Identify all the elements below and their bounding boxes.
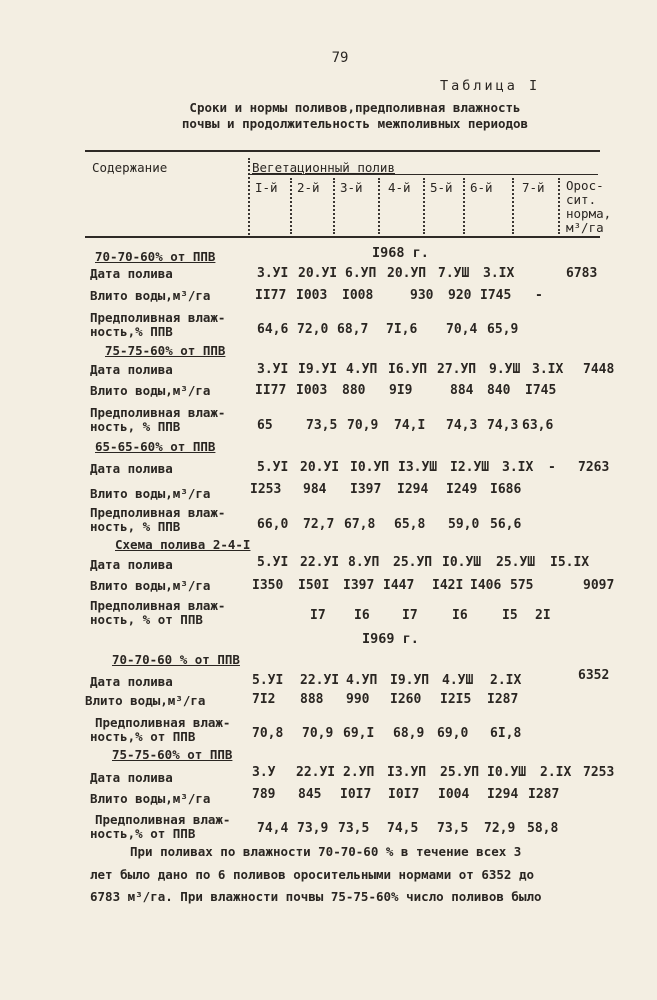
humidity-value: 58,8	[527, 821, 559, 836]
water-value: I50I	[298, 578, 330, 593]
row-label-humidity: ность, % от ППВ	[90, 612, 203, 627]
total-norm: 9097	[583, 578, 615, 593]
date-value: 22.УI	[300, 673, 340, 688]
date-value: 5.УI	[252, 673, 284, 688]
water-value: 884	[450, 383, 474, 398]
water-value: 840	[487, 383, 511, 398]
column-divider	[423, 178, 425, 234]
date-value: I0.УШ	[442, 555, 482, 570]
humidity-value: I6	[354, 608, 370, 623]
header-norm: сит.	[566, 192, 597, 207]
humidity-value: I5	[502, 608, 518, 623]
column-divider	[558, 178, 560, 234]
water-value: 990	[346, 692, 370, 707]
header-col: 2-й	[297, 180, 320, 195]
header-top-rule	[85, 150, 600, 152]
row-label-date: Дата полива	[90, 266, 173, 281]
header-col: 4-й	[388, 180, 411, 195]
header-col: 7-й	[522, 180, 545, 195]
date-value: 20.УI	[298, 266, 338, 281]
water-value: I008	[342, 288, 374, 303]
humidity-value: 74,5	[387, 821, 419, 836]
water-value: I003	[296, 383, 328, 398]
section-title: 70-70-60 % от ППВ	[112, 652, 240, 667]
date-value: 4.УП	[346, 362, 378, 377]
header-col: I-й	[255, 180, 278, 195]
row-label-date: Дата полива	[90, 557, 173, 572]
water-value: I397	[343, 578, 375, 593]
date-value: 7.УШ	[438, 266, 470, 281]
date-value: 3.УI	[257, 362, 289, 377]
column-divider	[290, 178, 292, 234]
date-value: 5.УI	[257, 460, 289, 475]
humidity-value: 72,7	[303, 517, 335, 532]
water-value: I287	[528, 787, 560, 802]
date-value: 3.У	[252, 765, 276, 780]
column-divider	[378, 178, 380, 234]
water-value: 9I9	[389, 383, 413, 398]
humidity-value: 64,6	[257, 322, 289, 337]
humidity-value: 65,9	[487, 322, 519, 337]
header-col: 6-й	[470, 180, 493, 195]
humidity-value: I6	[452, 608, 468, 623]
humidity-value: 6I,8	[490, 726, 522, 741]
date-value: 3.IX	[532, 362, 564, 377]
year-1969: I969 г.	[362, 631, 419, 647]
water-value: I004	[438, 787, 470, 802]
row-label-date: Дата полива	[90, 461, 173, 476]
header-norm: Орос-	[566, 178, 604, 193]
water-value: I003	[296, 288, 328, 303]
year-1968: I968 г.	[372, 245, 429, 261]
water-value: I0I7	[340, 787, 372, 802]
row-label-humidity: ность,% ППВ	[90, 324, 173, 339]
date-value: I6.УП	[388, 362, 428, 377]
column-divider	[512, 178, 514, 234]
column-divider	[333, 178, 335, 234]
row-label-date: Дата полива	[90, 770, 173, 785]
header-norm: норма,	[566, 206, 612, 221]
row-label-humidity: ность, % ППВ	[90, 519, 181, 534]
header-norm: м³/га	[566, 220, 604, 235]
paragraph-line: При поливах по влажности 70-70-60 % в течение всех 3	[130, 844, 522, 859]
paragraph-line: 6783 м³/га. При влажности почвы 75-75-60% число поливов было	[90, 889, 542, 904]
water-value: I745	[525, 383, 557, 398]
header-col: 5-й	[430, 180, 453, 195]
date-value: 2.УП	[343, 765, 375, 780]
water-value: I397	[350, 482, 382, 497]
water-value: I260	[390, 692, 422, 707]
water-value: 930	[410, 288, 434, 303]
date-value: I3.УП	[387, 765, 427, 780]
water-value: -	[535, 288, 543, 303]
date-value: I5.IX	[550, 555, 590, 570]
row-label-water: Влито воды,м³/га	[90, 486, 211, 501]
humidity-value: I7	[310, 608, 326, 623]
row-label-humidity: ность, % ППВ	[90, 419, 181, 434]
humidity-value: 2I	[535, 608, 551, 623]
row-label-water: Влито воды,м³/га	[90, 288, 211, 303]
humidity-value: I7	[402, 608, 418, 623]
water-value: II77	[255, 288, 287, 303]
total-norm: 7448	[583, 362, 615, 377]
header-col: 3-й	[340, 180, 363, 195]
water-value: 880	[342, 383, 366, 398]
date-value: I3.УШ	[398, 460, 438, 475]
column-divider	[248, 158, 250, 238]
water-value: I447	[383, 578, 415, 593]
humidity-value: 70,9	[347, 418, 379, 433]
humidity-value: 69,I	[343, 726, 375, 741]
humidity-value: 69,0	[437, 726, 469, 741]
paragraph-line: лет было дано по 6 поливов оросительными нормами от 6352 до	[90, 867, 535, 882]
humidity-value: 63,6	[522, 418, 554, 433]
date-value: 20.УП	[387, 266, 427, 281]
date-value: 8.УП	[348, 555, 380, 570]
row-label-water: Влито воды,м³/га	[85, 693, 206, 708]
date-value: 2.IX	[540, 765, 572, 780]
humidity-value: 59,0	[448, 517, 480, 532]
water-value: I686	[490, 482, 522, 497]
row-label-water: Влито воды,м³/га	[90, 383, 211, 398]
water-value: 920	[448, 288, 472, 303]
date-value: 25.УП	[393, 555, 433, 570]
date-value: 4.УП	[346, 673, 378, 688]
column-divider	[463, 178, 465, 234]
header-bottom-rule	[85, 236, 600, 238]
water-value: 7I2	[252, 692, 276, 707]
date-value: -	[548, 460, 556, 475]
table-title-line-1: Сроки и нормы поливов,предполивная влажность	[189, 100, 521, 115]
date-value: 20.УI	[300, 460, 340, 475]
water-value: I249	[446, 482, 478, 497]
humidity-value: 7I,6	[386, 322, 418, 337]
date-value: 25.УШ	[496, 555, 536, 570]
date-value: I9.УП	[390, 673, 430, 688]
humidity-value: 70,8	[252, 726, 284, 741]
date-value: 25.УП	[440, 765, 480, 780]
row-label-humidity: Предполивная влаж-	[90, 310, 226, 325]
row-label-humidity: Предполивная влаж-	[95, 812, 231, 827]
date-value: 27.УП	[437, 362, 477, 377]
header-group: Вегетационный полив	[252, 160, 395, 175]
humidity-value: 74,3	[487, 418, 519, 433]
date-value: 5.УI	[257, 555, 289, 570]
date-value: I0.УШ	[487, 765, 527, 780]
humidity-value: 72,9	[484, 821, 516, 836]
water-value: I745	[480, 288, 512, 303]
header-mid-rule	[248, 174, 598, 175]
date-value: 3.IX	[483, 266, 515, 281]
row-label-humidity: Предполивная влаж-	[90, 598, 226, 613]
section-title: 70-70-60% от ППВ	[95, 249, 216, 264]
water-value: 845	[298, 787, 322, 802]
humidity-value: 68,9	[393, 726, 425, 741]
section-title: 75-75-60% от ППВ	[112, 747, 233, 762]
water-value: I294	[397, 482, 429, 497]
row-label-humidity: Предполивная влаж-	[90, 505, 226, 520]
section-title: 75-75-60% от ППВ	[105, 343, 226, 358]
date-value: 22.УI	[300, 555, 340, 570]
humidity-value: 70,9	[302, 726, 334, 741]
water-value: I2I5	[440, 692, 472, 707]
water-value: 575	[510, 578, 534, 593]
humidity-value: 65,8	[394, 517, 426, 532]
row-label-humidity: ность,% от ППВ	[90, 729, 196, 744]
water-value: I350	[252, 578, 284, 593]
humidity-value: 73,5	[306, 418, 338, 433]
date-value: I2.УШ	[450, 460, 490, 475]
humidity-value: 74,I	[394, 418, 426, 433]
table-title-line-2: почвы и продолжительность межполивных периодов	[181, 116, 529, 131]
row-label-date: Дата полива	[90, 674, 173, 689]
water-value: 984	[303, 482, 327, 497]
water-value: I287	[487, 692, 519, 707]
date-value: 2.IX	[490, 673, 522, 688]
section-title: 65-65-60% от ППВ	[95, 439, 216, 454]
water-value: I294	[487, 787, 519, 802]
humidity-value: 67,8	[344, 517, 376, 532]
date-value: I9.УI	[298, 362, 338, 377]
date-value: 4.УШ	[442, 673, 474, 688]
date-value: 3.IX	[502, 460, 534, 475]
humidity-value: 70,4	[446, 322, 478, 337]
header-content: Содержание	[92, 160, 168, 175]
row-label-water: Влито воды,м³/га	[90, 578, 211, 593]
water-value: I406	[470, 578, 502, 593]
row-label-water: Влито воды,м³/га	[90, 791, 211, 806]
humidity-value: 73,5	[437, 821, 469, 836]
humidity-value: 74,3	[446, 418, 478, 433]
humidity-value: 73,9	[297, 821, 329, 836]
humidity-value: 68,7	[337, 322, 369, 337]
humidity-value: 56,6	[490, 517, 522, 532]
row-label-date: Дата полива	[90, 362, 173, 377]
table-label: Таблица I	[440, 78, 541, 94]
date-value: 22.УI	[296, 765, 336, 780]
humidity-value: 72,0	[297, 322, 329, 337]
total-norm: 6352	[578, 668, 610, 683]
date-value: 3.УI	[257, 266, 289, 281]
total-norm: 7253	[583, 765, 615, 780]
date-value: I0.УП	[350, 460, 390, 475]
row-label-humidity: Предполивная влаж-	[90, 405, 226, 420]
humidity-value: 66,0	[257, 517, 289, 532]
page-number: 79	[331, 50, 349, 66]
row-label-humidity: Предполивная влаж-	[95, 715, 231, 730]
water-value: 789	[252, 787, 276, 802]
humidity-value: 73,5	[338, 821, 370, 836]
water-value: II77	[255, 383, 287, 398]
water-value: 888	[300, 692, 324, 707]
total-norm: 6783	[566, 266, 598, 281]
row-label-humidity: ность,% от ППВ	[90, 826, 196, 841]
section-title: Схема полива 2-4-I	[115, 537, 251, 552]
date-value: 6.УП	[345, 266, 377, 281]
humidity-value: 74,4	[257, 821, 289, 836]
total-norm: 7263	[578, 460, 610, 475]
humidity-value: 65	[257, 418, 273, 433]
water-value: I42I	[432, 578, 464, 593]
water-value: I253	[250, 482, 282, 497]
water-value: I0I7	[388, 787, 420, 802]
date-value: 9.УШ	[489, 362, 521, 377]
